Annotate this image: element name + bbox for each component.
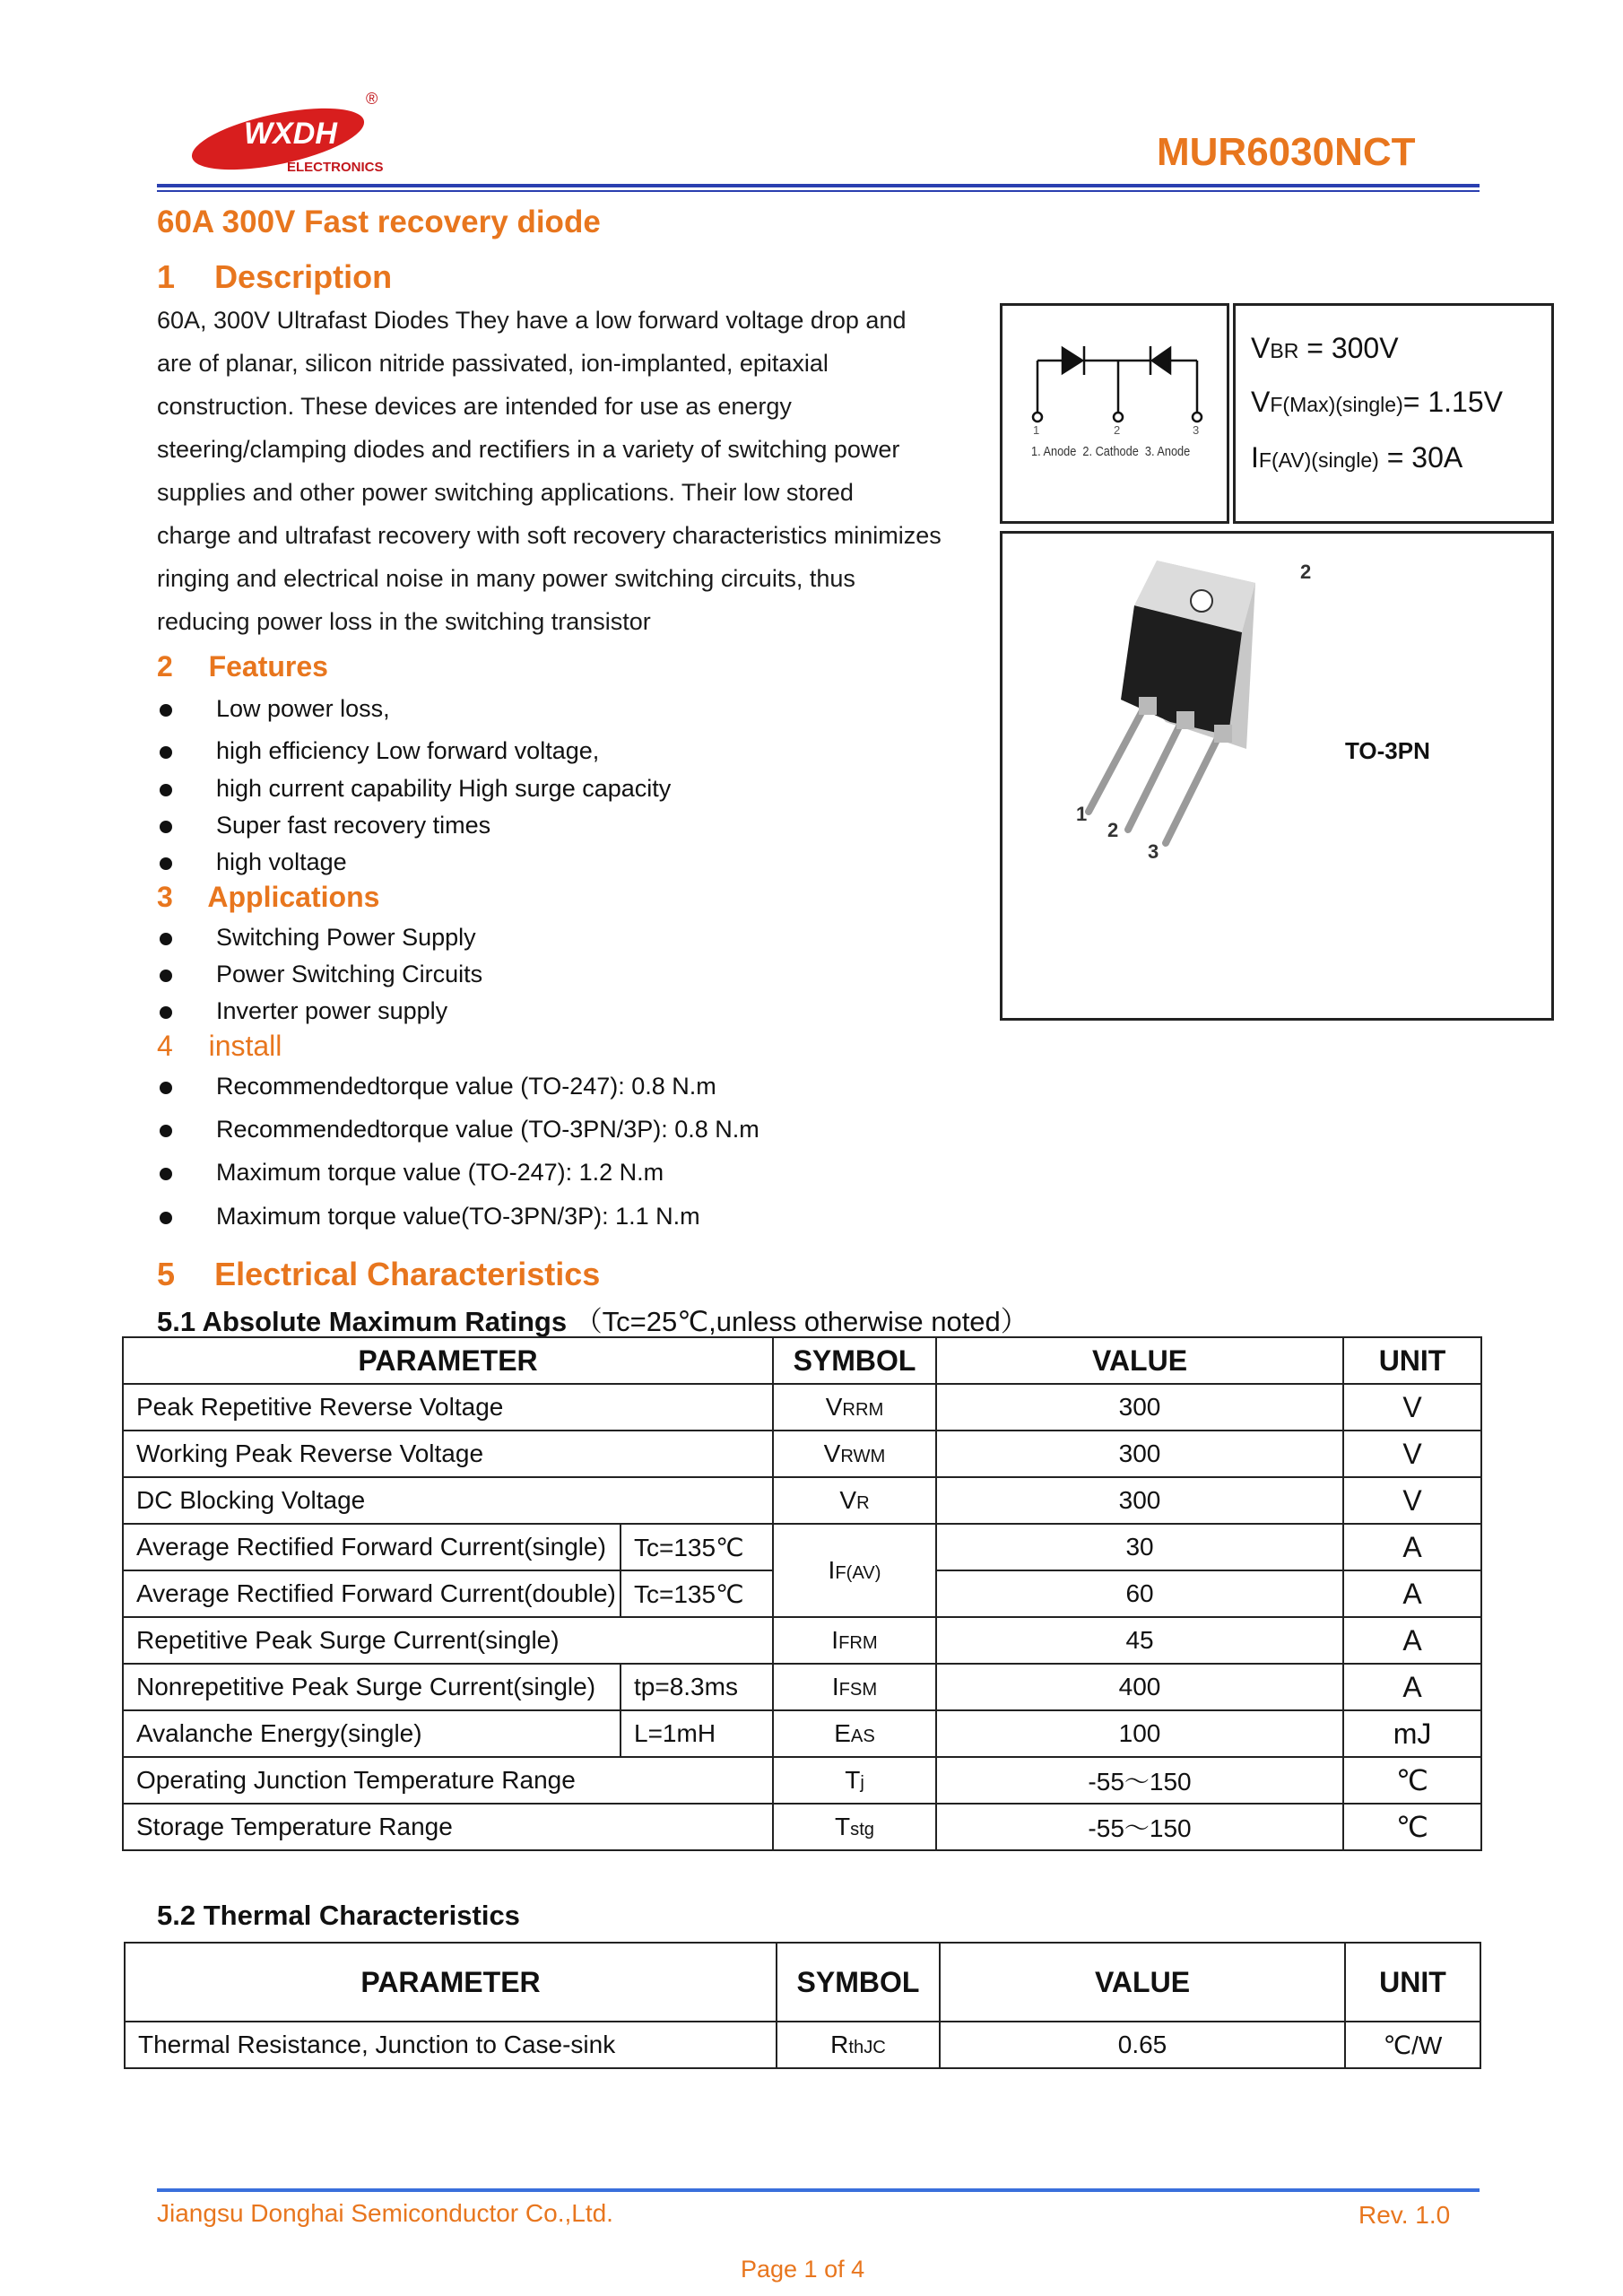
package-pin2-label: 2 <box>1107 819 1119 841</box>
applications-heading-num: 3 <box>157 881 173 913</box>
table-row: Average Rectified Forward Current(double) Tc=135℃ 60 A <box>123 1570 1481 1617</box>
diode-schematic <box>1009 314 1224 475</box>
features-heading-text: Features <box>208 650 328 683</box>
install-heading-text: install <box>208 1030 282 1062</box>
description-line: reducing power loss in the switching transistor <box>157 608 651 635</box>
pin-label-2: 2 <box>1114 423 1121 437</box>
table-header-row <box>123 1337 1481 1384</box>
description-line: steering/clamping diodes and rectifiers in a variety of switching power <box>157 436 900 463</box>
table-row: Repetitive Peak Surge Current(single) IFRM 45 A <box>123 1617 1481 1664</box>
col-header-value: VALUE <box>936 1337 1343 1384</box>
description-heading-num: 1 <box>157 258 176 295</box>
header-rule-thin <box>157 190 1480 192</box>
pin-caption: 1. Anode 2. Cathode 3. Anode <box>1031 444 1191 459</box>
pin-label-1: 1 <box>1033 423 1040 437</box>
table-row: Working Peak Reverse Voltage VRWM 300 V <box>123 1431 1481 1477</box>
logo-text: WXDH <box>244 117 337 151</box>
description-line: ringing and electrical noise in many power switching circuits, thus <box>157 565 855 592</box>
col-header-parameter: PARAMETER <box>123 1337 773 1384</box>
table-row: Avalanche Energy(single) L=1mH EAS 100 mJ <box>123 1710 1481 1757</box>
thermal-col-unit: UNIT <box>1345 1943 1480 2022</box>
table-row: Operating Junction Temperature Range Tj -55～150 ℃ <box>123 1757 1481 1804</box>
features-heading-num: 2 <box>157 650 173 683</box>
thermal-col-value: VALUE <box>940 1943 1345 2022</box>
table-row: Peak Repetitive Reverse Voltage VRRM 300 V <box>123 1384 1481 1431</box>
table-row: Nonrepetitive Peak Surge Current(single) tp=8.3ms IFSM 400 A <box>123 1664 1481 1710</box>
col-header-symbol: SYMBOL <box>773 1337 936 1384</box>
description-line: 60A, 300V Ultrafast Diodes They have a low forward voltage drop and <box>157 307 907 334</box>
product-title: 60A 300V Fast recovery diode <box>157 204 601 239</box>
table-row: DC Blocking Voltage VR 300 V <box>123 1477 1481 1524</box>
page-number: Page 1 of 4 <box>741 2256 865 2283</box>
spec-vbr: VBR = 300V <box>1251 332 1399 364</box>
thermal-table <box>124 1942 1481 2069</box>
footer-rule <box>157 2188 1480 2192</box>
spec-if: IF(AV)(single) = 30A <box>1251 441 1463 474</box>
package-tab-label: 2 <box>1300 561 1312 583</box>
electrical-heading-num: 5 <box>157 1256 176 1292</box>
abs-max-title-text: 5.1 Absolute Maximum Ratings <box>157 1306 568 1337</box>
applications-heading-text: Applications <box>207 881 380 913</box>
logo-subtext: ELECTRONICS <box>287 160 384 175</box>
install-heading-num: 4 <box>157 1030 173 1062</box>
table-row: Thermal Resistance, Junction to Case-sink RthJC 0.65 ℃/W <box>125 2022 1480 2068</box>
abs-max-table <box>122 1336 1482 1851</box>
footer-company: Jiangsu Donghai Semiconductor Co.,Ltd. <box>157 2199 613 2227</box>
description-line: construction. These devices are intended for use as energy <box>157 393 792 420</box>
logo <box>188 90 395 179</box>
pin-label-3: 3 <box>1193 423 1200 437</box>
features-heading <box>157 650 328 683</box>
package-pin3-label: 3 <box>1148 840 1159 863</box>
col-header-unit: UNIT <box>1343 1337 1481 1384</box>
description-line: are of planar, silicon nitride passivated, ion-implanted, epitaxial <box>157 350 829 377</box>
abs-max-title <box>157 1299 1028 1339</box>
logo-registered: ® <box>366 90 378 108</box>
applications-heading <box>157 881 379 914</box>
footer-rev: Rev. 1.0 <box>1358 2201 1451 2229</box>
part-number: MUR6030NCT <box>1157 130 1416 174</box>
table-row: Storage Temperature Range Tstg -55～150 ℃ <box>123 1804 1481 1850</box>
description-line: supplies and other power switching applications. Their low stored <box>157 479 854 506</box>
header-rule <box>157 184 1480 187</box>
thermal-col-symbol: SYMBOL <box>777 1943 940 2022</box>
description-heading <box>157 258 392 296</box>
spec-vf: VF(Max)(single)= 1.15V <box>1251 386 1503 418</box>
electrical-heading <box>157 1256 600 1293</box>
package-image <box>1058 543 1363 883</box>
package-pin1-label: 1 <box>1076 803 1088 825</box>
table-row: Average Rectified Forward Current(single) Tc=135℃ IF(AV) 30 A <box>123 1524 1481 1570</box>
package-name: TO-3PN <box>1345 737 1430 764</box>
thermal-col-parameter: PARAMETER <box>125 1943 777 2022</box>
table-header-row <box>125 1943 1480 2022</box>
description-heading-text: Description <box>214 258 393 295</box>
thermal-title: 5.2 Thermal Characteristics <box>157 1900 520 1931</box>
electrical-heading-text: Electrical Characteristics <box>214 1256 601 1292</box>
description-line: charge and ultrafast recovery with soft recovery characteristics minimizes <box>157 522 942 549</box>
to3pn-package-icon <box>1058 543 1363 883</box>
abs-max-note: （Tc=25℃,unless otherwise noted） <box>574 1306 1028 1337</box>
install-heading <box>157 1030 282 1063</box>
